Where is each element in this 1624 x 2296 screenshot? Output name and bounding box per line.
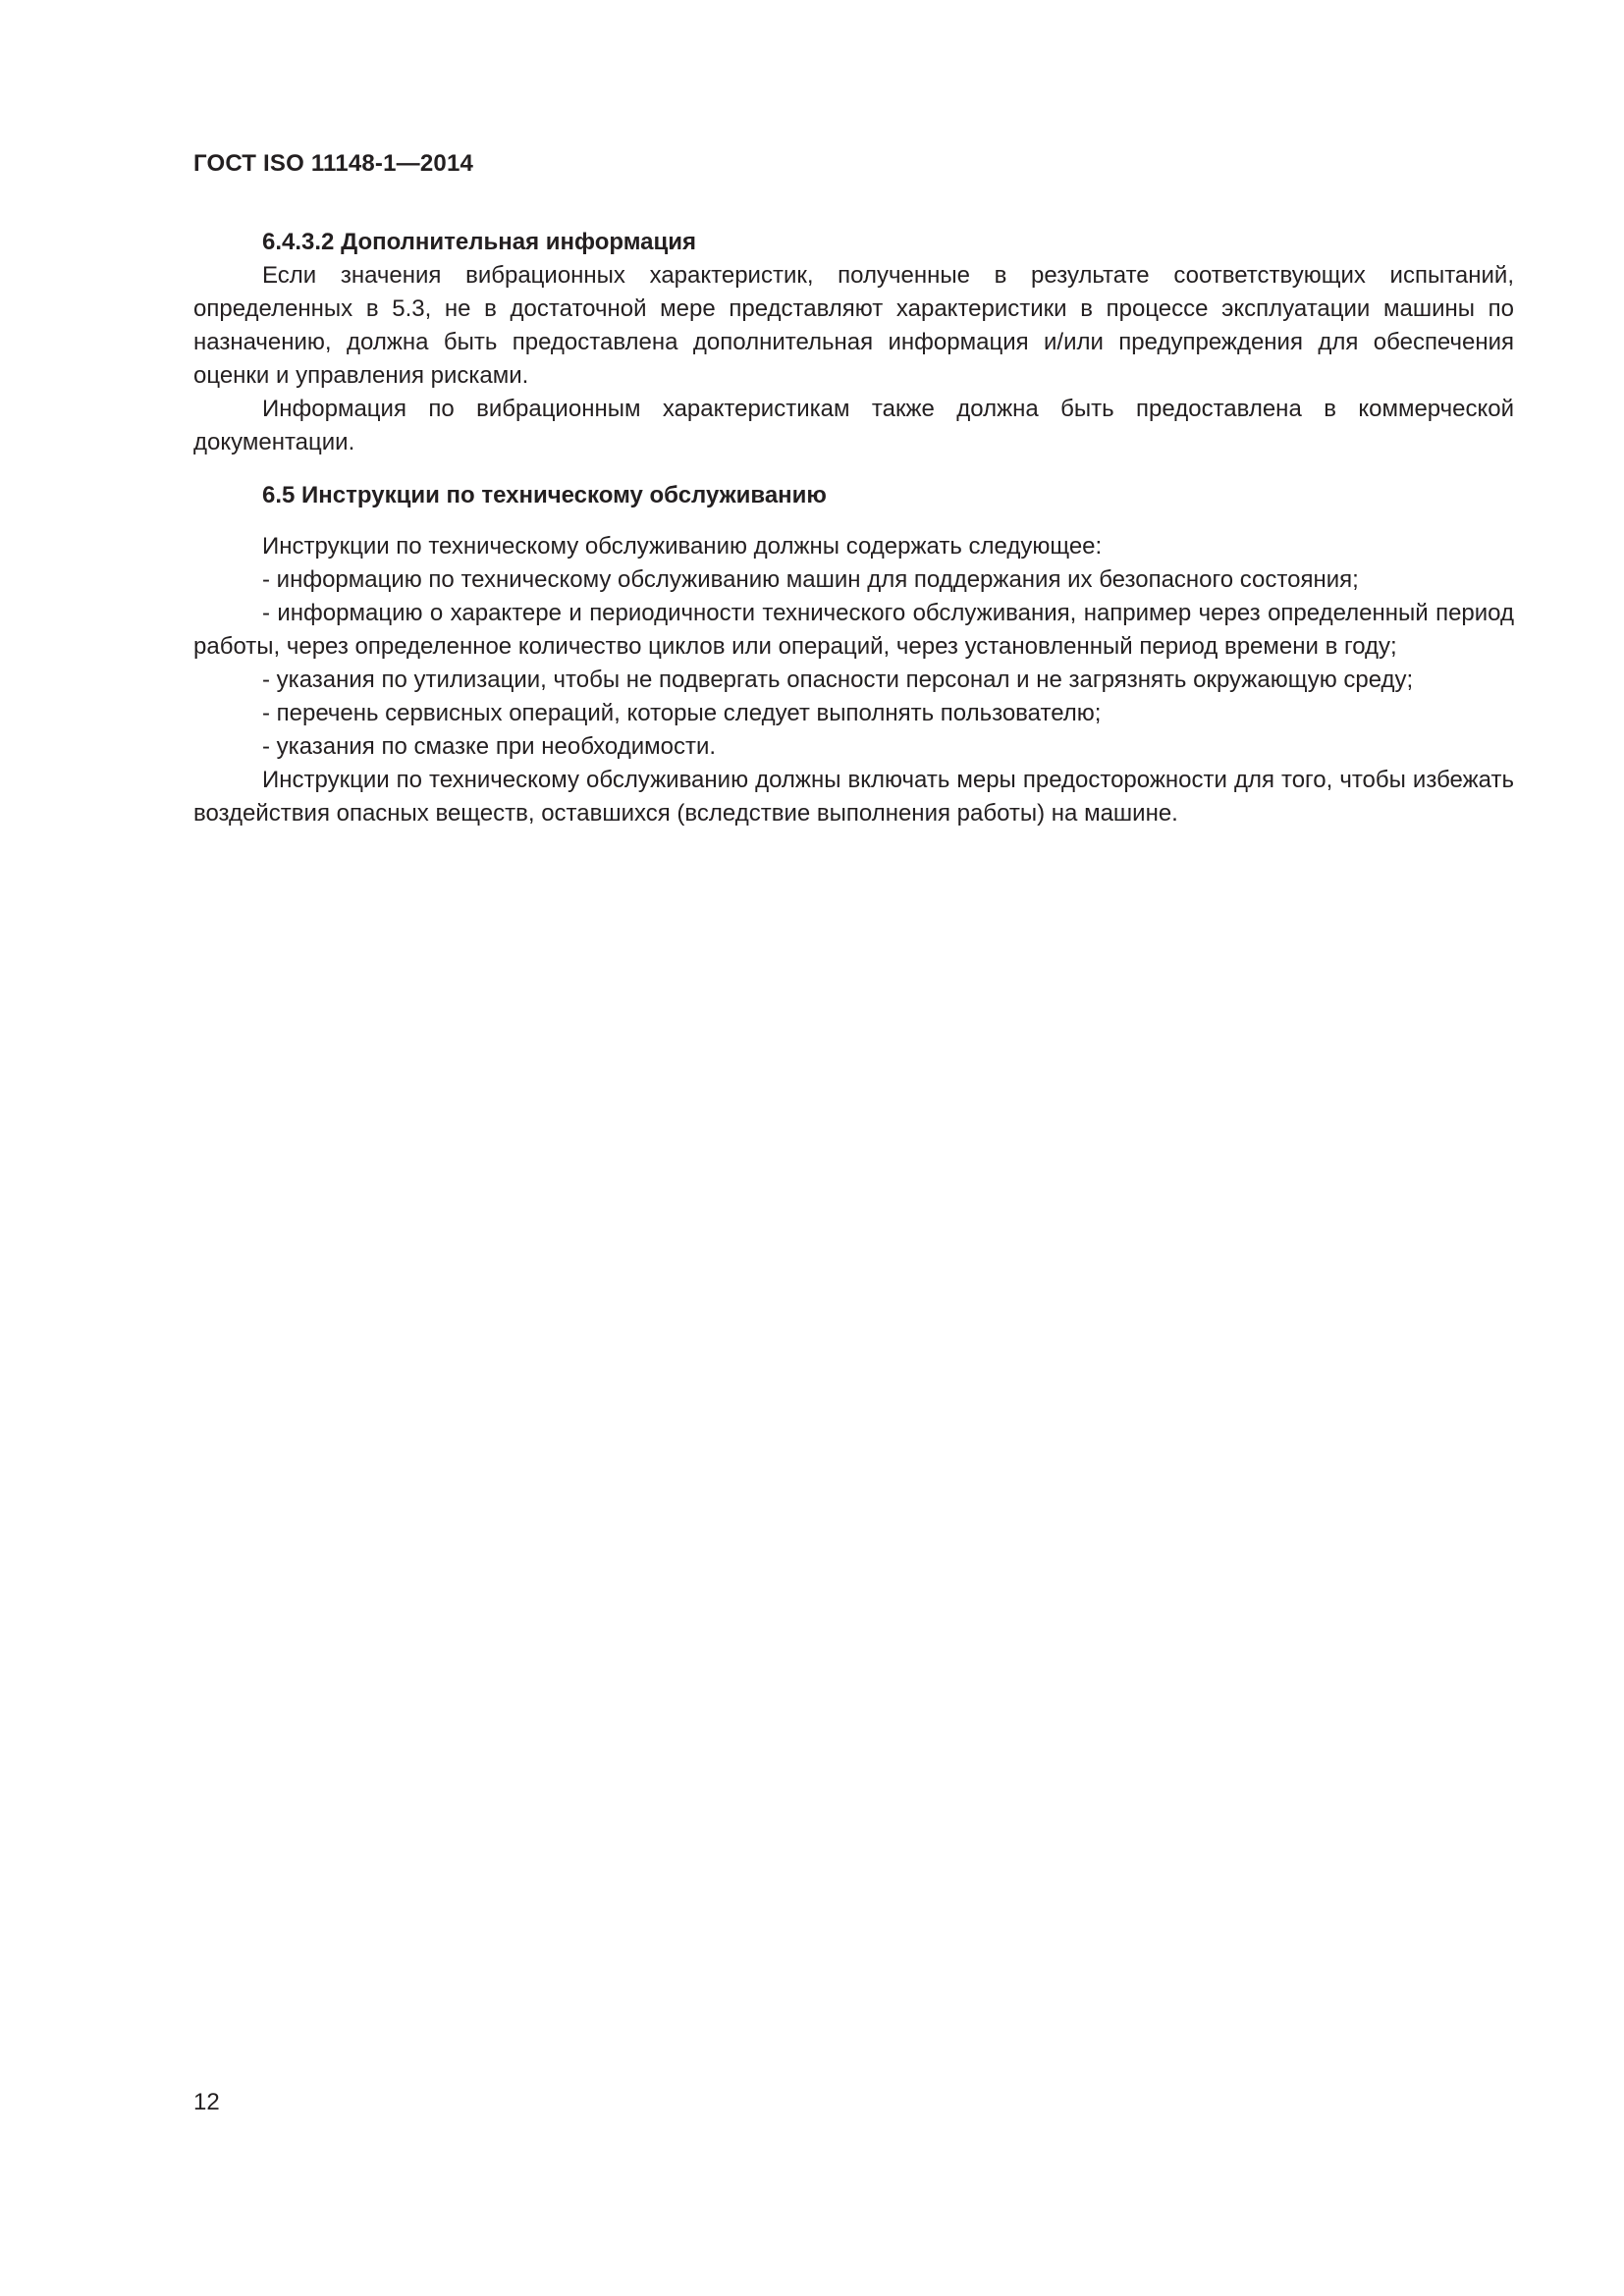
list-item: - информацию о характере и периодичности технического обслуживания, например через определенный период работы, через определенное количество циклов или операций, через установленный период времени в году; [193, 600, 1514, 660]
section-6-5 [193, 479, 1514, 830]
list-item: - указания по утилизации, чтобы не подвергать опасности персонал и не загрязнять окружающую среду; [262, 667, 1414, 693]
paragraph-commercial-docs: Информация по вибрационным характеристикам также должна быть предоставлена в коммерческой документации. [193, 396, 1514, 455]
paragraph-vibration-info: Если значения вибрационных характеристик, полученные в результате соответствующих испытаний, определенных в 5.3, не в достаточной мере представляют характеристики в процессе эксплуатации машины по назначению, должна быть предоставлена дополнительная информация и/или предупреждения для обеспечения оценки и управления рисками. [193, 262, 1514, 389]
section-heading-6-4-3-2: 6.4.3.2 Дополнительная информация [262, 229, 697, 255]
list-item: - перечень сервисных операций, которые следует выполнять пользователю; [262, 700, 1102, 726]
section-heading-6-5: 6.5 Инструкции по техническому обслуживанию [262, 482, 827, 508]
document-code-header: ГОСТ ISO 11148-1—2014 [193, 150, 474, 177]
section-6-4-3-2 [193, 226, 1514, 459]
list-item: - указания по смазке при необходимости. [262, 733, 717, 760]
list-item: - информацию по техническому обслуживанию машин для поддержания их безопасного состояния; [262, 566, 1359, 593]
paragraph-maintenance-precautions: Инструкции по техническому обслуживанию должны включать меры предосторожности для того, чтобы избежать воздействия опасных веществ, оставшихся (вследствие выполнения работы) на машине. [193, 767, 1514, 827]
page-number: 12 [193, 2089, 220, 2115]
document-body [193, 226, 1514, 830]
paragraph-maintenance-intro: Инструкции по техническому обслуживанию должны содержать следующее: [262, 533, 1103, 560]
